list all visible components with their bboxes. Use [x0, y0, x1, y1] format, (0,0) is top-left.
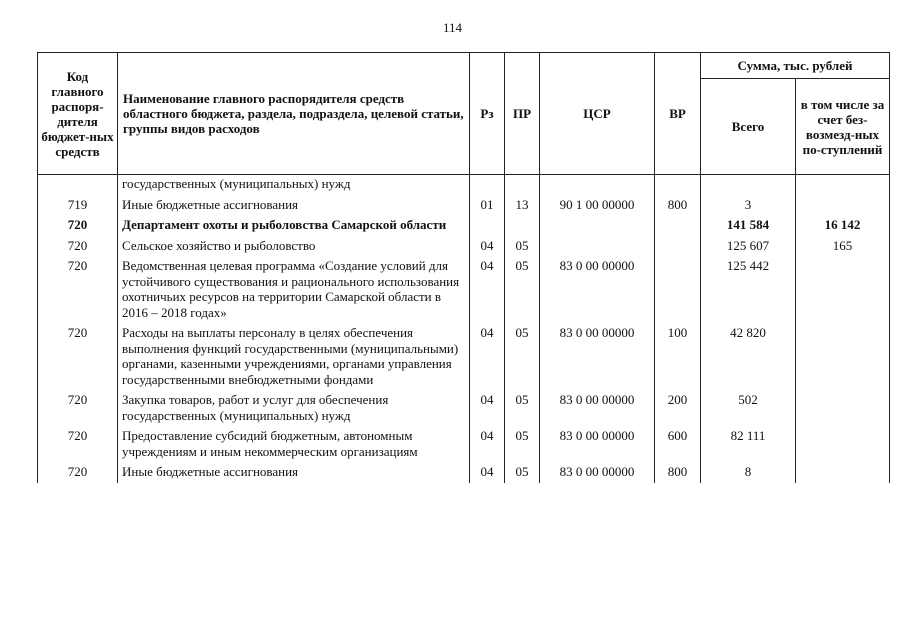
cell-pr: 05 [505, 462, 540, 483]
header-pr: ПР [505, 53, 540, 175]
table-row [38, 426, 890, 462]
cell-pr: 05 [505, 236, 540, 257]
cell-vr: 100 [655, 323, 701, 390]
cell-rz: 04 [470, 426, 505, 462]
cell-rz: 04 [470, 390, 505, 426]
cell-free: 16 142 [796, 215, 890, 236]
cell-csr: 83 0 00 00000 [540, 323, 655, 390]
cell-code: 720 [38, 462, 118, 483]
cell-free [796, 390, 890, 426]
cell-code: 720 [38, 256, 118, 323]
header-name: Наименование главного распорядителя средств областного бюджета, раздела, подраздела, целевой статьи, группы видов расходов [118, 53, 470, 175]
cell-name: государственных (муниципальных) нужд [118, 175, 470, 195]
cell-name: Иные бюджетные ассигнования [118, 195, 470, 216]
cell-csr: 83 0 00 00000 [540, 256, 655, 323]
header-code: Код главного распоря-дителя бюджет-ных средств [38, 53, 118, 175]
cell-name: Предоставление субсидий бюджетным, автономным учреждениям и иным некоммерческим организациям [118, 426, 470, 462]
cell-vr [655, 236, 701, 257]
cell-csr: 83 0 00 00000 [540, 426, 655, 462]
cell-vr [655, 215, 701, 236]
cell-csr: 83 0 00 00000 [540, 390, 655, 426]
table-row [38, 323, 890, 390]
cell-vr: 200 [655, 390, 701, 426]
cell-pr: 05 [505, 426, 540, 462]
cell-csr: 83 0 00 00000 [540, 462, 655, 483]
cell-free [796, 426, 890, 462]
cell-pr: 05 [505, 256, 540, 323]
cell-total: 502 [701, 390, 796, 426]
cell-total: 141 584 [701, 215, 796, 236]
page-number: 114 [442, 20, 463, 35]
cell-free: 165 [796, 236, 890, 257]
cell-rz: 04 [470, 462, 505, 483]
cell-name: Ведомственная целевая программа «Создание условий для устойчивого существования и рационального использования охотничьих ресурсов на территории Самарской области в 2016 – 2018 годах» [118, 256, 470, 323]
cell-vr: 800 [655, 462, 701, 483]
cell-csr [540, 215, 655, 236]
table-header [38, 53, 890, 175]
cell-code: 720 [38, 426, 118, 462]
cell-rz: 04 [470, 236, 505, 257]
cell-total: 42 820 [701, 323, 796, 390]
cell-csr [540, 175, 655, 195]
cell-name: Иные бюджетные ассигнования [118, 462, 470, 483]
cell-name: Закупка товаров, работ и услуг для обеспечения государственных (муниципальных) нужд [118, 390, 470, 426]
table-row [38, 236, 890, 257]
cell-pr [505, 215, 540, 236]
header-vr: ВР [655, 53, 701, 175]
header-total: Всего [701, 79, 796, 175]
header-rz: Рз [470, 53, 505, 175]
cell-code: 720 [38, 390, 118, 426]
cell-vr: 800 [655, 195, 701, 216]
cell-pr: 13 [505, 195, 540, 216]
table-row [38, 175, 890, 195]
cell-free [796, 175, 890, 195]
header-csr: ЦСР [540, 53, 655, 175]
cell-pr: 05 [505, 323, 540, 390]
cell-name: Расходы на выплаты персоналу в целях обеспечения выполнения функций государственными (муниципальными) органами, казенными учреждениями, органами управления государственными внебюджетными фондами [118, 323, 470, 390]
table-body [38, 175, 890, 483]
cell-code: 720 [38, 215, 118, 236]
cell-rz [470, 215, 505, 236]
cell-free [796, 462, 890, 483]
cell-rz: 04 [470, 256, 505, 323]
cell-total [701, 175, 796, 195]
cell-csr [540, 236, 655, 257]
cell-name: Департамент охоты и рыболовства Самарской области [118, 215, 470, 236]
cell-free [796, 195, 890, 216]
cell-free [796, 323, 890, 390]
cell-code: 720 [38, 236, 118, 257]
cell-pr [505, 175, 540, 195]
budget-table [37, 52, 890, 483]
cell-rz: 04 [470, 323, 505, 390]
cell-code: 720 [38, 323, 118, 390]
cell-csr: 90 1 00 00000 [540, 195, 655, 216]
cell-vr: 600 [655, 426, 701, 462]
cell-vr [655, 175, 701, 195]
table-row [38, 390, 890, 426]
cell-free [796, 256, 890, 323]
cell-rz: 01 [470, 195, 505, 216]
cell-total: 125 607 [701, 236, 796, 257]
header-free: в том числе за счет без-возмезд-ных по-ступлений [796, 79, 890, 175]
table-row [38, 462, 890, 483]
cell-total: 82 111 [701, 426, 796, 462]
table-row [38, 215, 890, 236]
header-sum: Сумма, тыс. рублей [701, 53, 890, 79]
cell-vr [655, 256, 701, 323]
cell-name: Сельское хозяйство и рыболовство [118, 236, 470, 257]
cell-rz [470, 175, 505, 195]
cell-total: 3 [701, 195, 796, 216]
cell-total: 8 [701, 462, 796, 483]
table-row [38, 195, 890, 216]
cell-code: 719 [38, 195, 118, 216]
cell-pr: 05 [505, 390, 540, 426]
cell-total: 125 442 [701, 256, 796, 323]
table-row [38, 256, 890, 323]
cell-code [38, 175, 118, 195]
